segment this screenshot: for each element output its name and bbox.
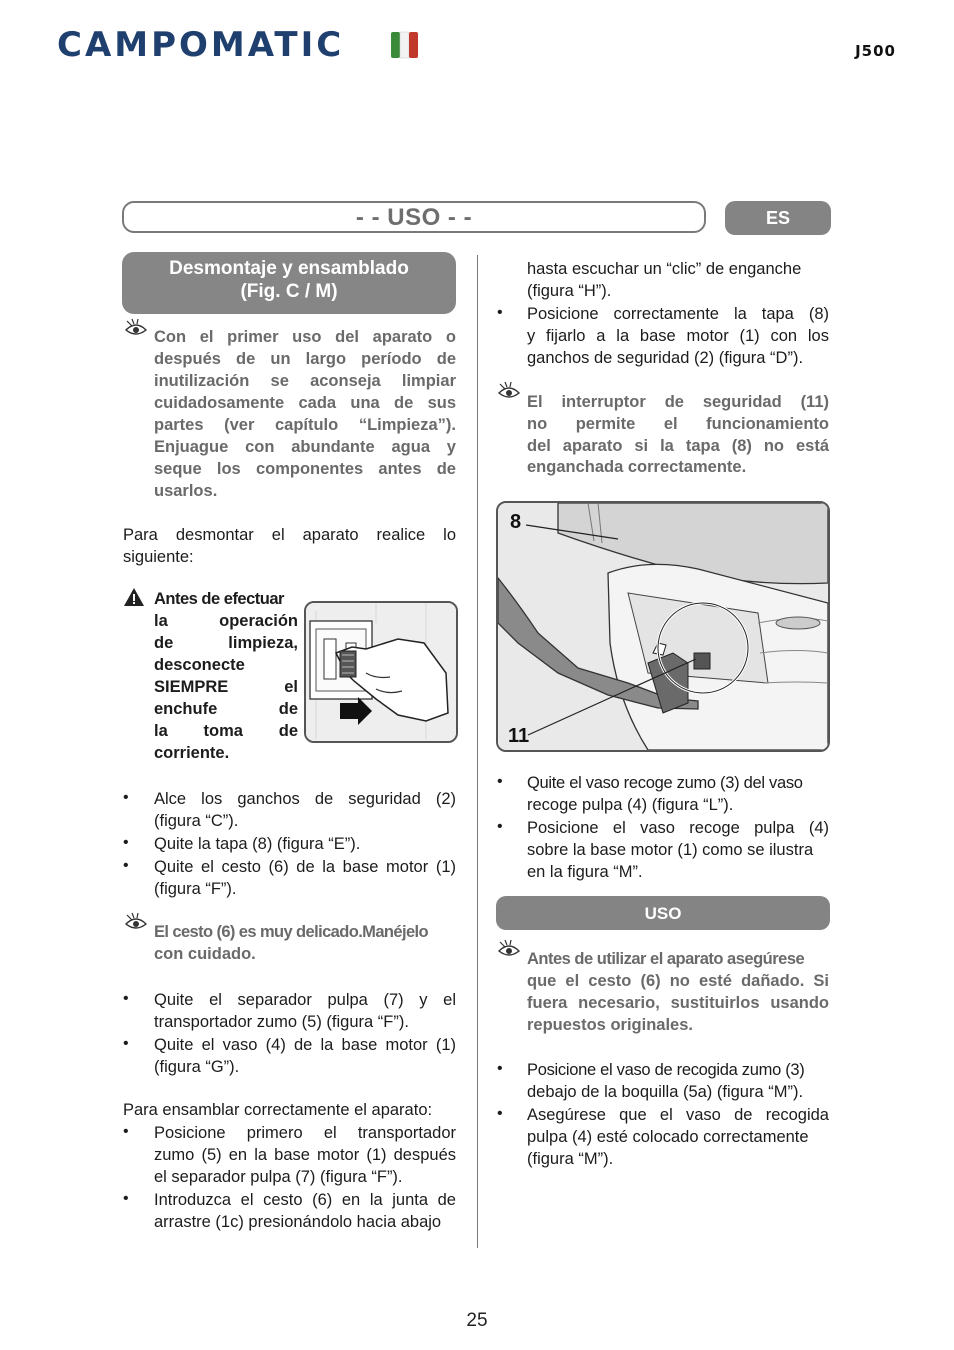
note-line: Enjuague con abundante agua y — [154, 438, 456, 456]
unplug-illustration — [304, 601, 458, 743]
text-line: siguiente: — [123, 548, 194, 566]
bullet-dot: • — [123, 1035, 129, 1052]
bullet-dot: • — [123, 1190, 129, 1207]
eye-note-icon — [124, 318, 148, 340]
eye-note-icon — [124, 912, 148, 934]
warning-line: la operación — [154, 612, 298, 630]
section-title: - - USO - - — [355, 204, 473, 231]
list-item: Quite el separador pulpa (7) y el — [154, 991, 456, 1009]
list-item: en la figura “M”. — [527, 863, 643, 881]
list-item: Posicione correctamente la tapa (8) — [527, 305, 829, 323]
eye-note-icon — [497, 381, 521, 403]
text-line: hasta escuchar un “clic” de enganche — [527, 260, 802, 278]
note-line: cuidadosamente cada una de sus — [154, 394, 456, 412]
heading-line-2: (Fig. C / M) — [240, 281, 338, 302]
italian-flag-icon — [391, 32, 418, 58]
figure-label-11: 11 — [508, 725, 530, 747]
list-item: Introduzca el cesto (6) en la junta de — [154, 1191, 456, 1209]
bullet-dot: • — [123, 834, 129, 851]
heading-line-1: Desmontaje y ensamblado — [169, 258, 409, 279]
list-item: (figura “M”). — [527, 1150, 614, 1168]
list-item: Quite el vaso (4) de la base motor (1) — [154, 1036, 456, 1054]
list-item: (figura “C”). — [154, 812, 239, 830]
subsection-heading — [122, 252, 456, 314]
list-item: recoge pulpa (4) (figura “L”). — [527, 796, 734, 814]
list-item: Posicione el vaso de recogida zumo (3) — [527, 1061, 805, 1079]
note-line: con cuidado. — [154, 945, 256, 963]
page-number: 25 — [466, 1310, 488, 1331]
list-item: Quite la tapa (8) (figura “E”). — [154, 835, 361, 853]
list-item: transportador zumo (5) (figura “F”). — [154, 1013, 409, 1031]
list-item: zumo (5) en la base motor (1) después — [154, 1146, 456, 1164]
warning-line: desconecte — [154, 656, 245, 674]
text-line: (figura “H”). — [527, 282, 612, 300]
note-line: seque los componentes antes de — [154, 460, 456, 478]
note-line: El cesto (6) es muy delicado.Manéjelo — [154, 923, 428, 941]
warning-line: Antes de efectuar — [154, 590, 284, 608]
brand-logo — [57, 28, 419, 65]
note-line: no permite el funcionamiento — [527, 415, 829, 433]
bullet-dot: • — [497, 304, 503, 321]
bullet-dot: • — [123, 990, 129, 1007]
eye-note-icon — [497, 939, 521, 961]
list-item: ganchos de seguridad (2) (figura “D”). — [527, 349, 804, 367]
figure-label-8: 8 — [510, 511, 522, 533]
bullet-dot: • — [497, 818, 503, 835]
note-line: Antes de utilizar el aparato asegúrese — [527, 950, 805, 968]
list-item: Quite el cesto (6) de la base motor (1) — [154, 858, 456, 876]
bullet-dot: • — [123, 789, 129, 806]
note-line: enganchada correctamente. — [527, 458, 747, 476]
note-line: Con el primer uso del aparato o — [154, 328, 456, 346]
list-item: arrastre (1c) presionándolo hacia abajo — [154, 1213, 442, 1231]
warning-icon — [123, 587, 145, 607]
warning-line: SIEMPRE el — [154, 678, 298, 696]
note-line: fuera necesario, sustituirlos usando — [527, 994, 829, 1012]
model-code: J500 — [855, 42, 896, 60]
bullet-dot: • — [123, 1123, 129, 1140]
list-item: y fijarlo a la base motor (1) con los — [527, 327, 829, 345]
bullet-dot: • — [497, 773, 503, 790]
list-item: (figura “F”). — [154, 880, 237, 898]
note-line: El interruptor de seguridad (11) — [527, 393, 829, 411]
warning-line: la toma de — [154, 722, 298, 740]
list-item: sobre la base motor (1) como se ilustra — [527, 841, 814, 859]
bullet-dot: • — [497, 1105, 503, 1122]
list-item: el separador pulpa (7) (figura “F”). — [154, 1168, 403, 1186]
brand-wordmark: CAMPOMATIC — [57, 28, 345, 60]
list-item: (figura “G”). — [154, 1058, 240, 1076]
bullet-dot: • — [123, 857, 129, 874]
warning-line: corriente. — [154, 744, 230, 762]
note-line: partes (ver capítulo “Limpieza”). — [154, 416, 456, 434]
list-item: Alce los ganchos de seguridad (2) — [154, 790, 456, 808]
language-badge: ES — [725, 201, 831, 235]
note-line: después de un largo período de — [154, 350, 456, 368]
warning-line: de limpieza, — [154, 634, 298, 652]
note-line: repuestos originales. — [527, 1016, 693, 1034]
uso-heading: USO — [496, 896, 830, 930]
note-line: usarlos. — [154, 482, 218, 500]
list-item: Asegúrese que el vaso de recogida — [527, 1106, 829, 1124]
list-item: Quite el vaso recoge zumo (3) del vaso — [527, 774, 803, 792]
note-line: del aparato si la tapa (8) no está — [527, 437, 829, 455]
section-title-bar — [122, 201, 706, 233]
warning-line: enchufe de — [154, 700, 298, 718]
column-divider — [477, 255, 478, 1248]
bullet-dot: • — [497, 1060, 503, 1077]
note-line: inutilización se aconseja limpiar — [154, 372, 456, 390]
list-item: pulpa (4) esté colocado correctamente — [527, 1128, 809, 1146]
lid-switch-illustration — [496, 501, 830, 752]
note-line: que el cesto (6) no esté dañado. Si — [527, 972, 829, 990]
list-item: Posicione el vaso recoge pulpa (4) — [527, 819, 829, 837]
list-item: Posicione primero el transportador — [154, 1124, 456, 1142]
assemble-intro: Para ensamblar correctamente el aparato: — [123, 1101, 433, 1119]
text-line: Para desmontar el aparato realice lo — [123, 526, 456, 544]
list-item: debajo de la boquilla (5a) (figura “M”). — [527, 1083, 804, 1101]
